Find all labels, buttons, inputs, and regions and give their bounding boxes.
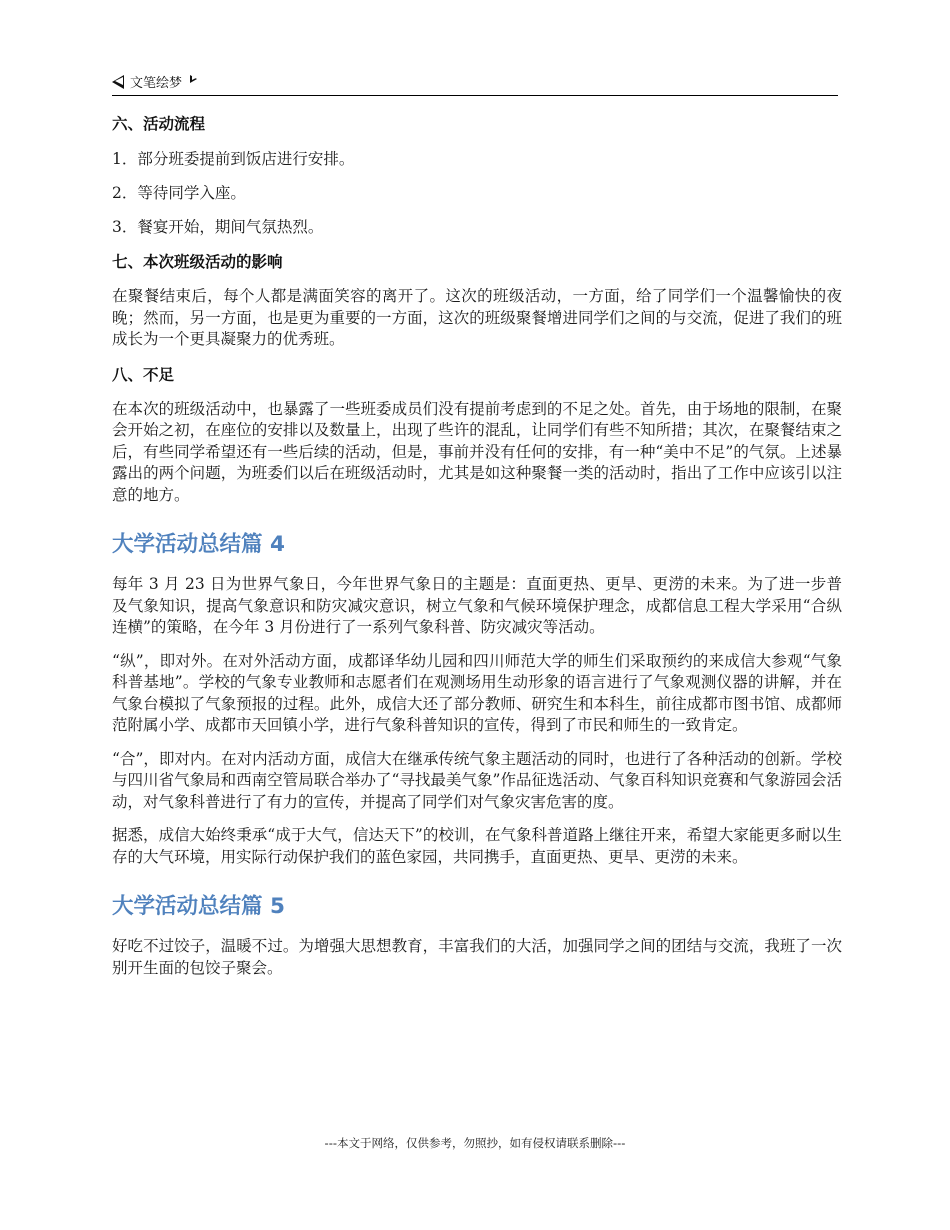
page-header: [112, 70, 838, 96]
paragraph: “合”，即对内。在对内活动方面，成信大在继承传统气象主题活动的同时，也进行了各种活动的创新。学校与四川省气象局和西南空管局联合举办了“寻找最美气象”作品征选活动、气象百科知识竞赛和气象游园会活动，对气象科普进行了有力的宣传，并提高了同学们对气象灾害危害的度。: [112, 749, 842, 811]
section-heading-impact: 七、本次班级活动的影响: [112, 253, 283, 271]
triangle-left-icon: [112, 75, 124, 89]
list-item: 1．部分班委提前到饭店进行安排。: [112, 150, 355, 168]
header-brand-text: 文笔绘梦: [130, 76, 183, 91]
paragraph: 据悉，成信大始终秉承“成于大气，信达天下”的校训，在气象科普道路上继往开来，希望大家能更多耐以生存的大气环境，用实际行动保护我们的蓝色家园，共同携手，直面更热、更旱、更涝的未来。: [112, 826, 842, 866]
paragraph: “纵”，即对外。在对外活动方面，成都译华幼儿园和四川师范大学的师生们采取预约的来成信大参观“气象科普基地”。学校的气象专业教师和志愿者们在观测场用生动形象的语言进行了气象观测仪器的讲解，并在气象台模拟了气象预报的过程。此外，成信大还了部分教师、研究生和本科生，前往成都市图书馆、成都师范附属小学、成都市天回镇小学，进行气象科普知识的宣传，得到了市民和师生的一致肯定。: [112, 651, 842, 734]
triangle-right-icon: [190, 75, 197, 83]
article-title-5: 大学活动总结篇 5: [112, 894, 285, 919]
paragraph: 好吃不过饺子，温暖不过。为增强大思想教育，丰富我们的大活，加强同学之间的团结与交流，我班了一次别开生面的包饺子聚会。: [112, 937, 842, 977]
document-body: [112, 112, 842, 991]
list-item: 3．餐宴开始，期间气氛热烈。: [112, 218, 324, 236]
page-footer: ---本文于网络，仅供参考，勿照抄，如有侵权请联系删除---: [324, 1136, 626, 1150]
article-title-4: 大学活动总结篇 4: [112, 532, 285, 557]
paragraph: 在本次的班级活动中，也暴露了一些班委成员们没有提前考虑到的不足之处。首先，由于场地的限制，在聚会开始之初，在座位的安排以及数量上，出现了些许的混乱，让同学们有些不知所措；其次，在聚餐结束之后，有些同学希望还有一些后续的活动，但是，事前并没有任何的安排，有一种“美中不足”的气氛。上述暴露出的两个问题，为班委们以后在班级活动时，尤其是如这种聚餐一类的活动时，指出了工作中应该引以注意的地方。: [112, 399, 842, 504]
list-item: 2．等待同学入座。: [112, 184, 246, 202]
section-heading-shortcomings: 八、不足: [112, 365, 175, 384]
header-brand: [112, 72, 197, 91]
paragraph: 在聚餐结束后，每个人都是满面笑容的离开了。这次的班级活动，一方面，给了同学们一个温馨愉快的夜晚；然而，另一方面，也是更为重要的一方面，这次的班级聚餐增进同学们之间的与交流，促进了我们的班成长为一个更具凝聚力的优秀班。: [112, 287, 842, 348]
paragraph: 每年 3 月 23 日为世界气象日，今年世界气象日的主题是：直面更热、更旱、更涝的未来。为了进一步普及气象知识，提高气象意识和防灾减灾意识，树立气象和气候环境保护理念，成都信息工程大学采用“合纵连横”的策略，在今年 3 月份进行了一系列气象科普、防灾减灾等活动。: [112, 575, 842, 636]
section-heading-activity-process: 六、活动流程: [112, 115, 206, 133]
